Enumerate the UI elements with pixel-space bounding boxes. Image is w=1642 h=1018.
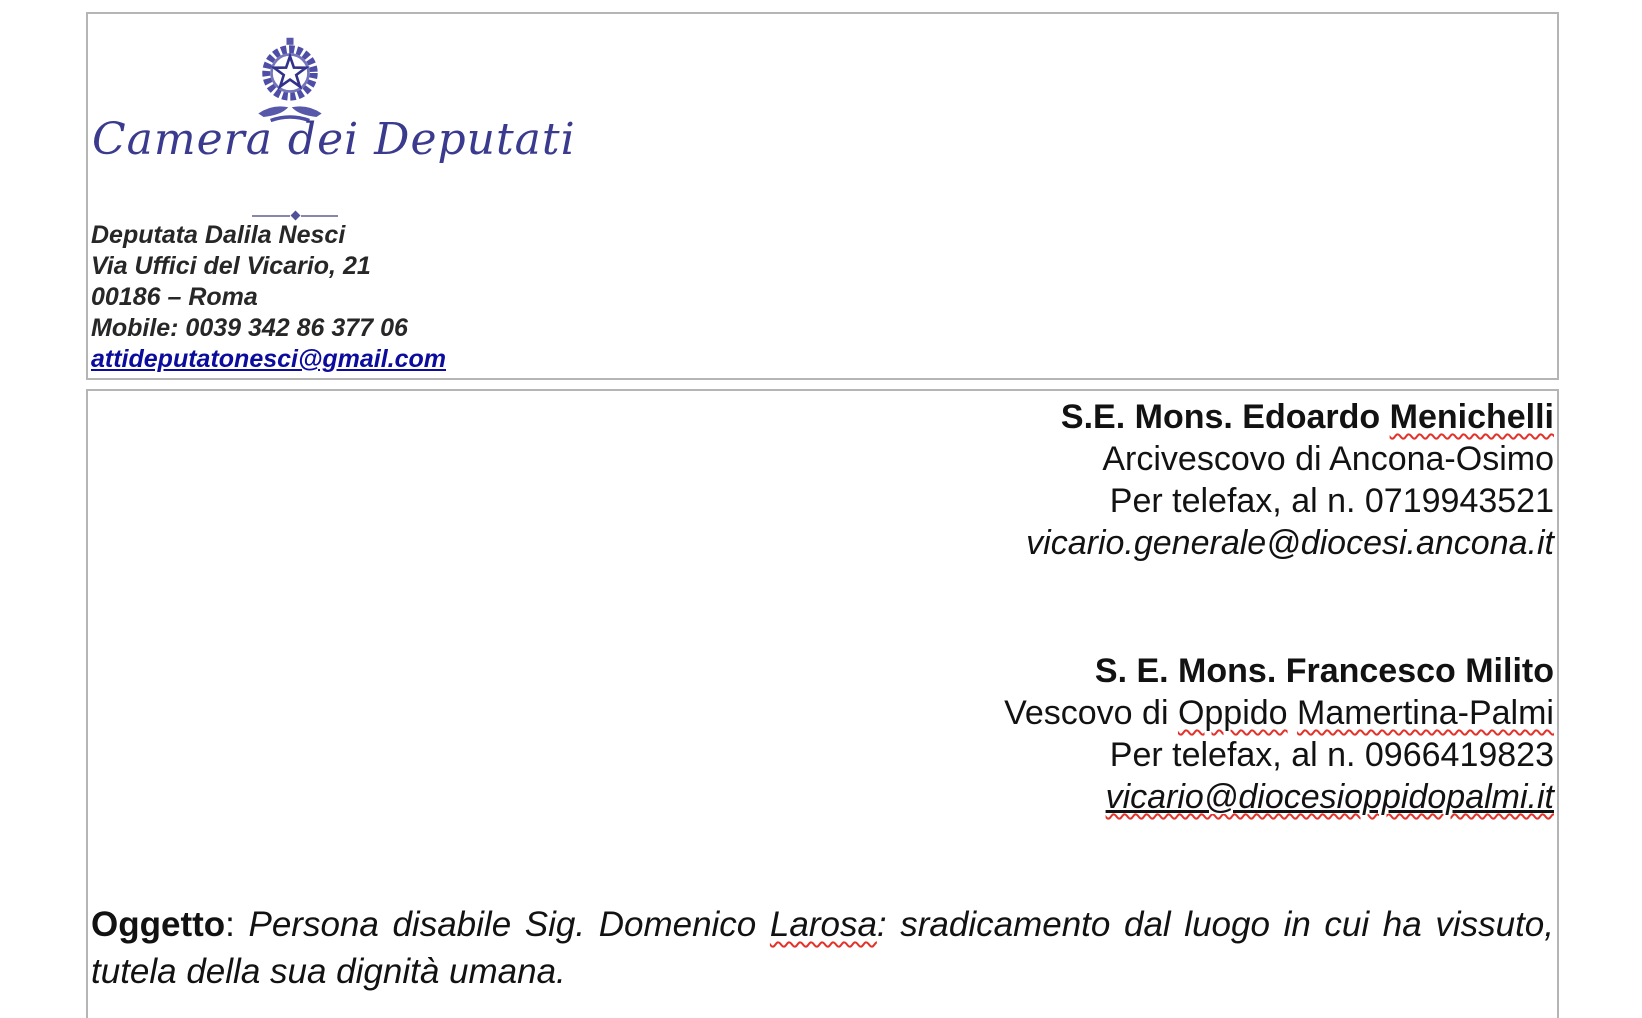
- sender-email-link[interactable]: attideputatonesci@gmail.com: [91, 345, 446, 373]
- recipient-fax-line: Per telefax, al n. 0719943521: [1109, 482, 1554, 520]
- recipient-name-spellcheck: Menichelli: [1389, 398, 1554, 436]
- subject-spellcheck: Larosa: [769, 905, 877, 944]
- recipient-title-spellcheck: Mamertina-Palmi: [1297, 694, 1554, 732]
- recipient-fax-line: Per telefax, al n. 0966419823: [1109, 736, 1554, 774]
- letterhead-divider: [252, 212, 338, 219]
- institution-script-title: Camera dei Deputati: [92, 114, 576, 165]
- divider-diamond: [290, 211, 300, 221]
- subject-label: Oggetto: [91, 905, 226, 944]
- sender-mobile: Mobile: 0039 342 86 377 06: [91, 314, 408, 342]
- recipient-block-menichelli: [88, 391, 1557, 564]
- letter-body-box: [86, 389, 1559, 1018]
- subject-line: [91, 901, 1554, 995]
- recipient-name: S. E. Mons. Francesco Milito: [1094, 652, 1554, 690]
- recipient-email: vicario.generale@diocesi.ancona.it: [1026, 524, 1554, 562]
- subject-text-before: Persona disabile Sig. Domenico: [248, 905, 770, 944]
- divider-line: [252, 215, 290, 217]
- subject-text: [91, 905, 1554, 991]
- recipient-email-link[interactable]: [1106, 778, 1554, 816]
- subject-text-after: : sradicamento dal luogo in cui ha vissuto, tutela della sua dignità umana.: [91, 905, 1554, 991]
- sender-address: Via Uffici del Vicario, 21: [91, 252, 371, 280]
- recipient-name: [88, 396, 1554, 438]
- divider-line: [301, 215, 339, 217]
- sender-contact-block: [91, 220, 446, 375]
- recipient-title: [88, 692, 1554, 734]
- recipient-email-spellcheck: vicario@diocesioppidopalmi.it: [1105, 778, 1554, 816]
- recipient-name-text: S.E. Mons. Edoardo: [1060, 398, 1390, 436]
- sender-name: Deputata Dalila Nesci: [91, 221, 346, 249]
- recipient-title-text: Vescovo di: [1004, 694, 1178, 732]
- recipient-title: Arcivescovo di Ancona-Osimo: [1102, 440, 1554, 478]
- sender-city: 00186 – Roma: [91, 283, 258, 311]
- recipient-title-spellcheck: Oppido: [1177, 694, 1288, 732]
- letterhead-box: [86, 12, 1559, 380]
- recipient-block-milito: [88, 650, 1557, 818]
- subject-separator: :: [225, 905, 249, 944]
